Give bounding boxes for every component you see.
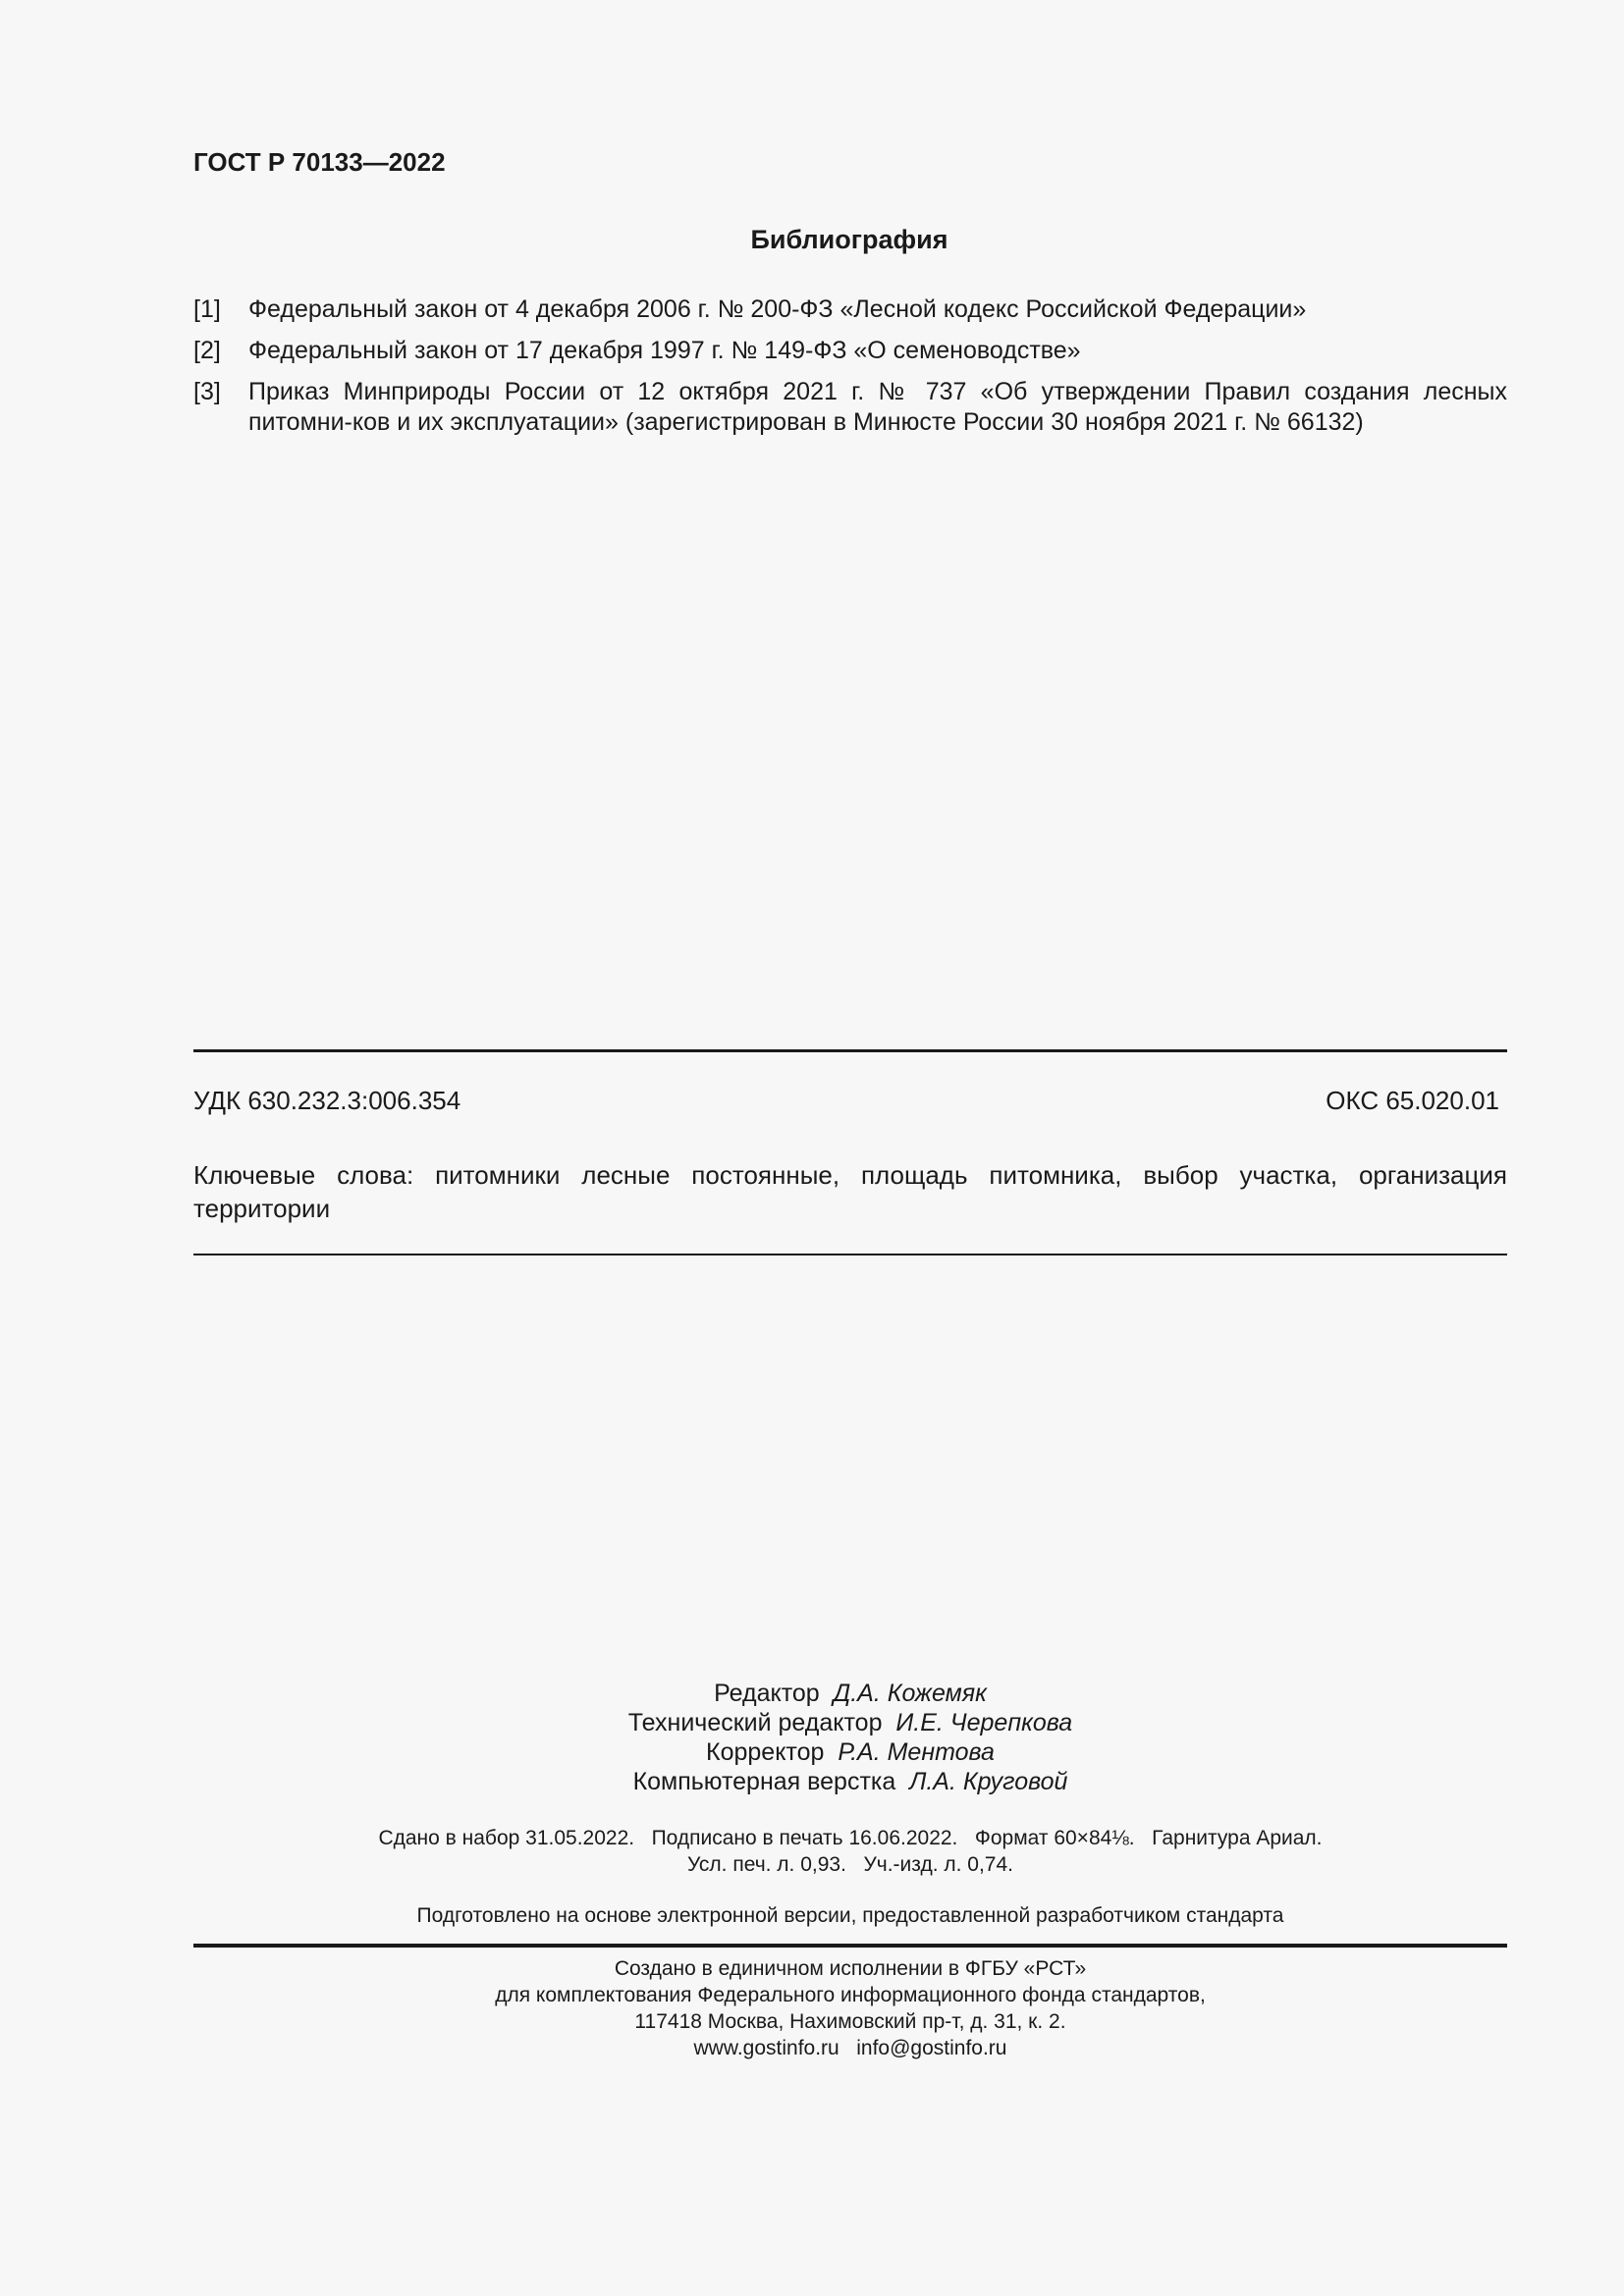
imprint <box>193 1825 1507 1878</box>
divider <box>193 1049 1507 1052</box>
footer-line: для комплектования Федерального информационного фонда стандартов, <box>495 1984 1206 2006</box>
credit-role: Компьютерная верстка <box>632 1768 896 1795</box>
footer-line: 117418 Москва, Нахимовский пр-т, д. 31, к. 2. <box>634 2010 1066 2033</box>
document-id: ГОСТ Р 70133—2022 <box>193 147 446 177</box>
item-number: [2] <box>193 337 221 364</box>
divider <box>193 1254 1507 1255</box>
email-link[interactable]: info@gostinfo.ru <box>856 2037 1007 2059</box>
udk-code: УДК 630.232.3:006.354 <box>193 1086 461 1115</box>
credit-role: Редактор <box>714 1680 820 1707</box>
credit-name: Д.А. Кожемяк <box>833 1680 987 1707</box>
bibliography-item <box>193 294 1507 325</box>
credit-role: Технический редактор <box>627 1709 883 1736</box>
item-text: Приказ Минприроды России от 12 октября 2021 г. № 737 «Об утверждении Правил создания лесных питомни-ков и их эксплуатации» (зарегистрирован в Минюсте России 30 ноября 2021 г. № 66132) <box>248 378 1507 436</box>
oks-code: ОКС 65.020.01 <box>1326 1086 1499 1115</box>
footer-line: Создано в единичном исполнении в ФГБУ «РСТ» <box>614 1957 1087 1980</box>
item-number: [1] <box>193 295 221 323</box>
credit-line <box>193 1737 1507 1767</box>
keywords: Ключевые слова: питомники лесные постоянные, площадь питомника, выбор участка, организация территории <box>193 1160 1507 1223</box>
credit-line <box>193 1679 1507 1708</box>
item-text: Федеральный закон от 4 декабря 2006 г. № 200-ФЗ «Лесной кодекс Российской Федерации» <box>248 295 1307 323</box>
footer-contacts <box>193 2035 1507 2061</box>
divider <box>193 1944 1507 1948</box>
credits <box>193 1679 1507 1796</box>
credit-role: Корректор <box>706 1738 825 1766</box>
footer <box>193 1955 1507 2061</box>
item-text: Федеральный закон от 17 декабря 1997 г. № 149-ФЗ «О семеноводстве» <box>248 337 1081 364</box>
credit-name: Р.А. Ментова <box>838 1738 995 1766</box>
credit-line <box>193 1708 1507 1737</box>
credit-name: И.Е. Черепкова <box>895 1709 1073 1736</box>
imprint-line: Усл. печ. л. 0,93. Уч.-изд. л. 0,74. <box>686 1853 1013 1876</box>
item-number: [3] <box>193 378 221 405</box>
imprint-line: Сдано в набор 31.05.2022. Подписано в печать 16.06.2022. Формат 60×84⅛. Гарнитура Ариал. <box>378 1827 1323 1849</box>
bibliography-item <box>193 336 1507 366</box>
bibliography-item <box>193 377 1507 438</box>
website-link[interactable]: www.gostinfo.ru <box>693 2037 839 2059</box>
bibliography-title: Библиография <box>750 225 948 254</box>
credit-name: Л.А. Круговой <box>909 1768 1068 1795</box>
credit-line <box>193 1767 1507 1796</box>
prepared-note: Подготовлено на основе электронной версии, предоставленной разработчиком стандарта <box>416 1904 1284 1927</box>
